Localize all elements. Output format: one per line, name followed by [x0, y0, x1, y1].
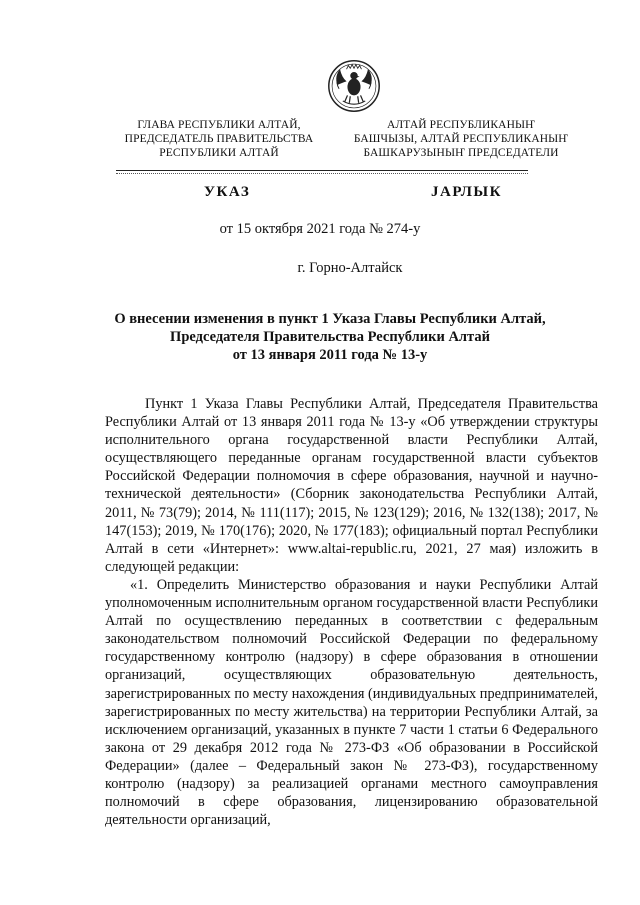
header-divider — [116, 170, 528, 171]
header-left-line: ПРЕДСЕДАТЕЛЬ ПРАВИТЕЛЬСТВА — [124, 133, 314, 145]
decree-city: г. Горно-Алтайск — [297, 260, 403, 276]
header-right-line: БАШКАРУЗЫНЫҤ ПРЕДСЕДАТЕЛИ — [363, 147, 559, 159]
doc-type-russian: УКАЗ — [204, 184, 251, 200]
decree-title — [100, 310, 560, 364]
decree-date-number: от 15 октября 2021 года № 274-у — [219, 221, 421, 237]
header-left-line: ГЛАВА РЕСПУБЛИКИ АЛТАЙ, — [137, 119, 301, 131]
title-line: от 13 января 2011 года № 13-у — [232, 347, 428, 363]
header-right-line: БАШЧЫЗЫ, АЛТАЙ РЕСПУБЛИКАНЫҤ — [353, 133, 569, 145]
header-right-line: АЛТАЙ РЕСПУБЛИКАНЫҤ — [387, 119, 535, 131]
title-line: О внесении изменения в пункт 1 Указа Главы Республики Алтай, — [114, 311, 546, 327]
title-line: Председателя Правительства Республики Алтай — [170, 329, 490, 345]
header-left-line: РЕСПУБЛИКИ АЛТАЙ — [159, 147, 279, 159]
body-paragraph: «1. Определить Министерство образования и науки Республики Алтай уполномоченным исполнительным органом государственной власти Республики Алтай по осуществлению переданных в соответствии с федеральным законодательством полномочий Российской Федерации по федеральному государственному контролю (надзору) в сфере образования в отношении организаций, осуществляющих образовательную деятельность, зарегистрированных по месту нахождения (индивидуальных предпринимателей, зарегистрированных по месту жительства) на территории Республики Алтай, за исключением организаций, указанных в пункте 7 части 1 статьи 6 Федерального закона от 29 декабря 2012 года № 273-ФЗ «Об образовании в Российской Федерации» (далее – Федеральный закон № 273-ФЗ), государственному контролю (надзору) за реализацией органами местного самоуправления полномочий в сфере образования, лицензированию образовательной деятельности организаций, — [105, 576, 598, 829]
header-divider-dotted — [116, 173, 528, 174]
header-left-authority — [104, 118, 334, 160]
body-paragraph: Пункт 1 Указа Главы Республики Алтай, Председателя Правительства Республики Алтай от 13 января 2011 года № 13-у «Об утверждении структуры исполнительного органа государственной власти Республики Алтай, осуществляющего переданные органам государственной власти субъектов Российской Федерации полномочия в сфере образования, научной и научно-технической деятельности» (Сборник законодательства Республики Алтай, 2011, № 73(79); 2014, № 111(117); 2015, № 123(129); 2016, № 132(138); 2017, № 147(153); 2019, № 170(176); 2020, № 177(183); официальный портал Республики Алтай в сети «Интернет»: www.altai-republic.ru, 2021, 27 мая) изложить в следующей редакции: — [105, 396, 598, 575]
header-right-authority — [346, 118, 576, 160]
coat-of-arms-icon — [326, 58, 382, 114]
decree-body — [105, 395, 598, 829]
doc-type-altai: ЈАРЛЫК — [431, 184, 503, 200]
